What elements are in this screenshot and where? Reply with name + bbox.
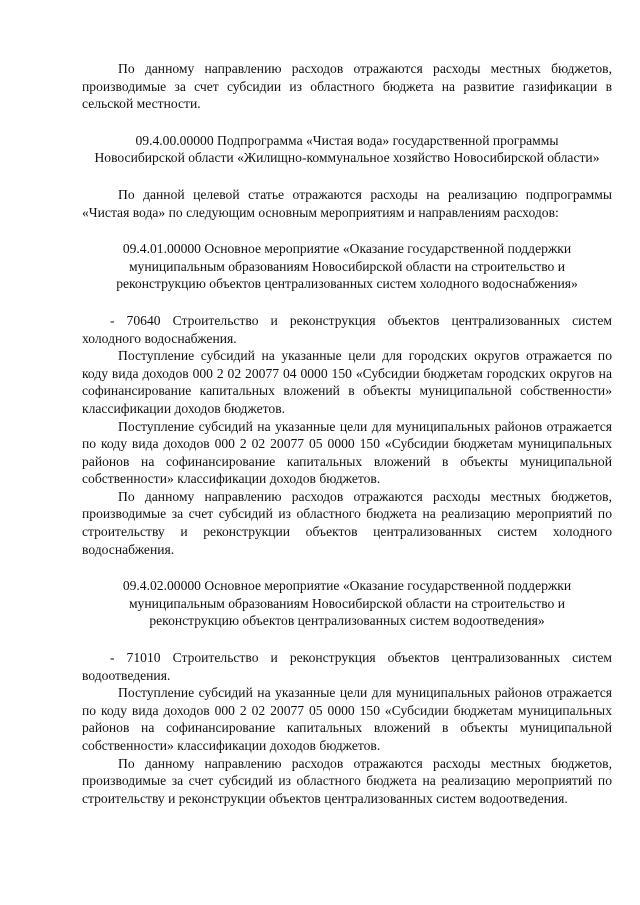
paragraph-income-municipal-districts-2: Поступление субсидий на указанные цели для муниципальных районов отражается по коду вида доходов 000 2 02 20077 05 0000 150 «Субсидии бюджетам муниципальных районов на софинансирование капитальных вложений в объекты муниципальной собственности» классификации доходов бюджетов. [82,685,612,753]
heading-subprogram-clean-water: 09.4.00.00000 Подпрограмма «Чистая вода» государственной программы Новосибирской области «Жилищно-коммунальное хозяйство Новосибирской области» [94,132,600,166]
spacer [82,630,612,649]
document-page [82,60,612,807]
paragraph-gasification: По данному направлению расходов отражаются расходы местных бюджетов, производимые за счет субсидии из областного бюджета на развитие газификации в сельской местности. [82,61,612,112]
spacer [82,293,612,312]
paragraph-income-city-districts: Поступление субсидий на указанные цели для городских округов отражается по коду вида доходов 000 2 02 20077 04 0000 150 «Субсидии бюджетам городских округов на софинансирование капитальных вложений в объекты муниципальной собственности» классификации доходов бюджетов. [82,348,612,416]
heading-measure-water-supply: 09.4.01.00000 Основное мероприятие «Оказание государственной поддержки муниципальным образованиям Новосибирской области на строительство и реконструкцию объектов централизованных систем холодного водоснабжения» [116,241,578,292]
spacer [82,167,612,186]
spacer [82,113,612,132]
paragraph-expenses-water-supply: По данному направлению расходов отражаются расходы местных бюджетов, производимые за счет субсидий из областного бюджета на реализацию мероприятий по строительству и реконструкции объектов централизованных систем холодного водоснабжения. [82,488,612,557]
paragraph-income-municipal-districts: Поступление субсидий на указанные цели для муниципальных районов отражается по коду вида доходов 000 2 02 20077 05 0000 150 «Субсидии бюджетам муниципальных районов на софинансирование капитальных вложений в объекты муниципальной собственности» классификации доходов бюджетов. [82,418,612,487]
paragraph-direction-70640: - 70640 Строительство и реконструкция объектов централизованных систем холодного водоснабжения. [82,312,612,346]
paragraph-subprogram-intro: По данной целевой статье отражаются расходы на реализацию подпрограммы «Чистая вода» по следующим основным мероприятиям и направлениям расходов: [82,186,612,220]
paragraph-direction-71010: - 71010 Строительство и реконструкция объектов централизованных систем водоотведения. [82,650,612,683]
heading-measure-wastewater: 09.4.02.00000 Основное мероприятие «Оказание государственной поддержки муниципальным образованиям Новосибирской области на строительство и реконструкцию объектов централизованных систем водоотведения» [122,578,572,629]
paragraph-expenses-wastewater: По данному направлению расходов отражаются расходы местных бюджетов, производимые за счет субсидий из областного бюджета на реализацию мероприятий по строительству и реконструкции объектов централизованных систем водоотведения. [82,755,612,806]
spacer [82,558,612,577]
spacer [82,221,612,240]
